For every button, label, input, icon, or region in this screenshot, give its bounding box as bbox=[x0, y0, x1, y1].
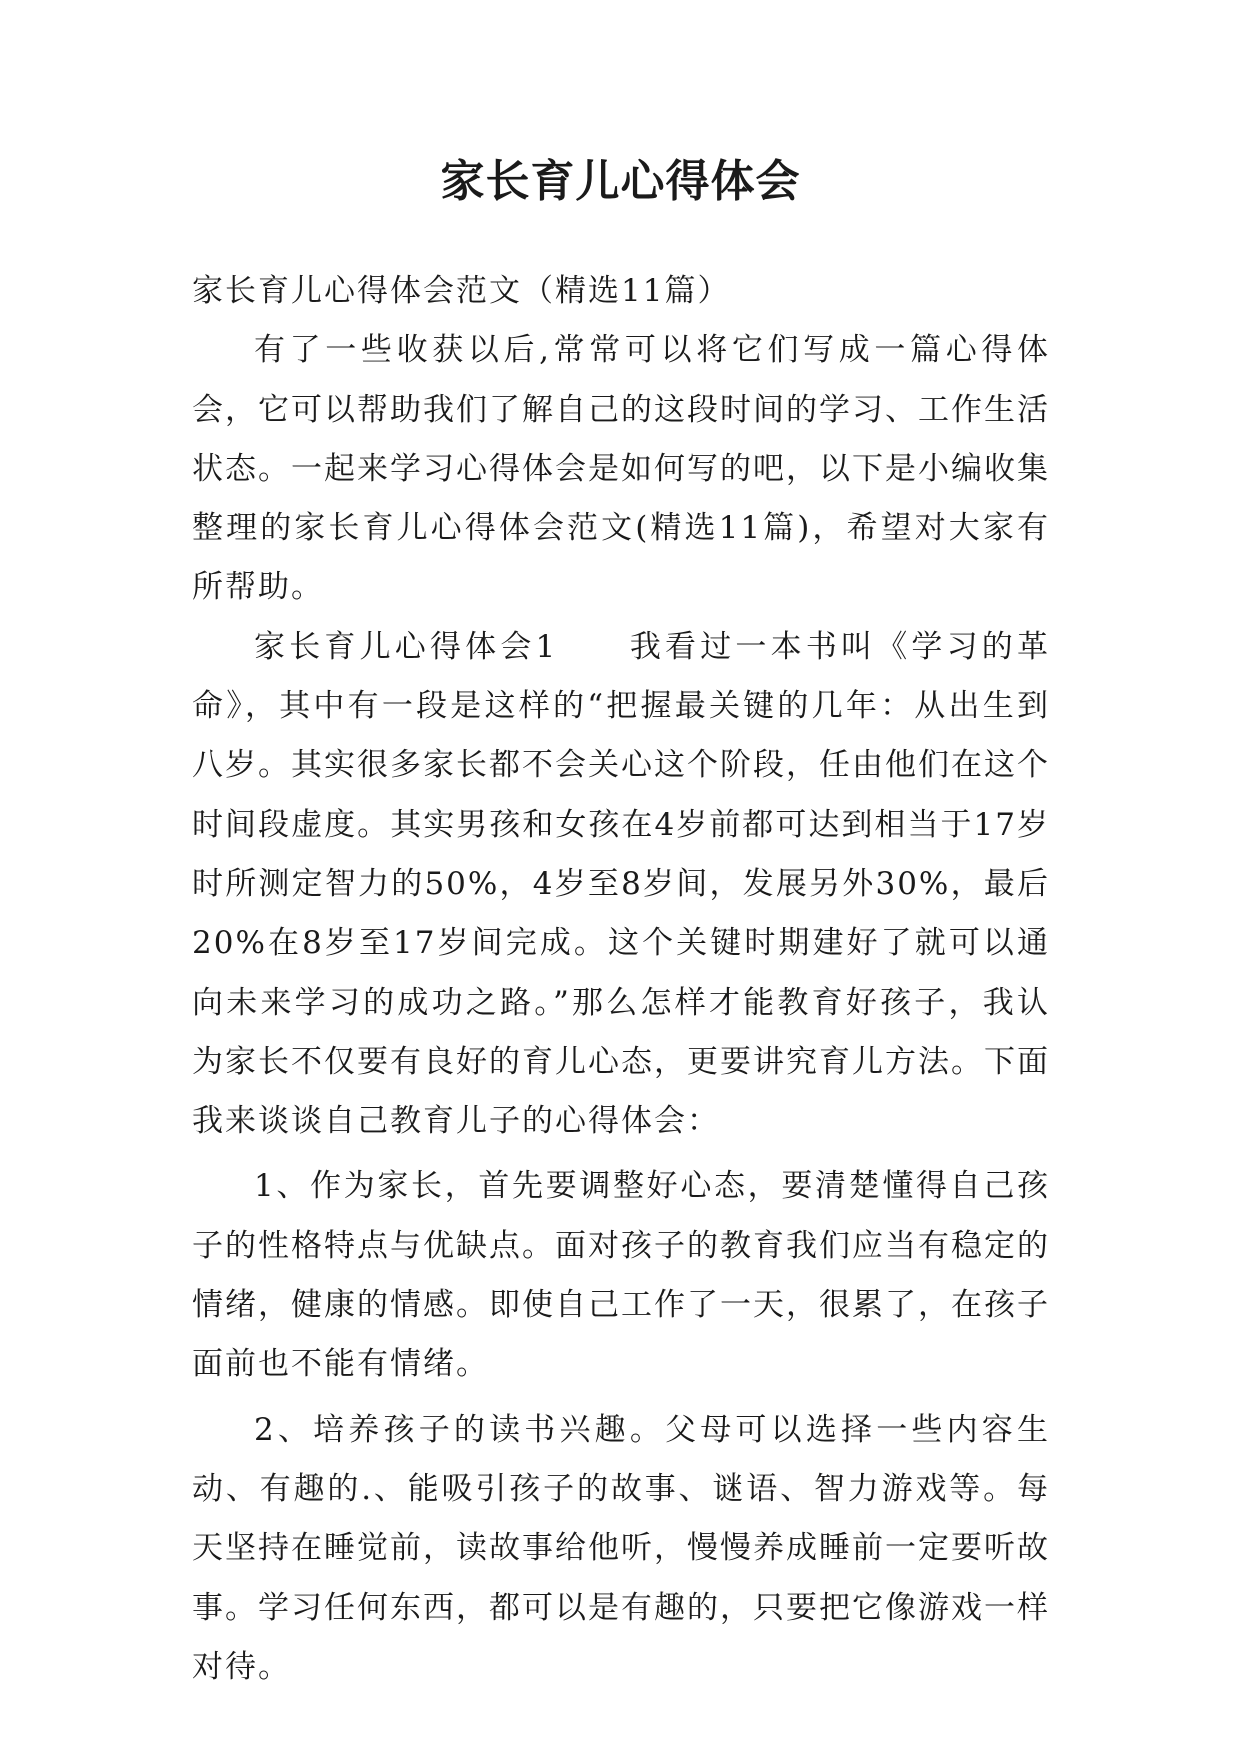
intro-paragraph: 有了一些收获以后,常常可以将它们写成一篇心得体会，它可以帮助我们了解自己的这段时间的学习、工作生活状态。一起来学习心得体会是如何写的吧，以下是小编收集整理的家长育儿心得体会范文(精选11篇)，希望对大家有所帮助。 bbox=[192, 332, 1050, 606]
section-1-paragraph: 家长育儿心得体会1 我看过一本书叫《学习的革命》，其中有一段是这样的“把握最关键的几年：从出生到八岁。其实很多家长都不会关心这个阶段，任由他们在这个时间段虚度。其实男孩和女孩在4岁前都可达到相当于17岁时所测定智力的50%，4岁至8岁间，发展另外30%，最后20%在8岁至17岁间完成。这个关键时期建好了就可以通向未来学习的成功之路。”那么怎样才能教育好孩子，我认为家长不仅要有良好的育儿心态，更要讲究育儿方法。下面我来谈谈自己教育儿子的心得体会： bbox=[192, 628, 1050, 1140]
point-2-paragraph: 2、培养孩子的读书兴趣。父母可以选择一些内容生动、有趣的.、能吸引孩子的故事、谜语、智力游戏等。每天坚持在睡觉前，读故事给他听，慢慢养成睡前一定要听故事。学习任何东西，都可以是有趣的，只要把它像游戏一样对待。 bbox=[192, 1411, 1050, 1685]
document-subtitle: 家长育儿心得体会范文（精选11篇） bbox=[192, 273, 731, 309]
document-body bbox=[192, 262, 1050, 1697]
point-1-paragraph: 1、作为家长，首先要调整好心态，要清楚懂得自己孩子的性格特点与优缺点。面对孩子的教育我们应当有稳定的情绪，健康的情感。即使自己工作了一天，很累了，在孩子面前也不能有情绪。 bbox=[192, 1168, 1050, 1383]
document-title: 家长育儿心得体会 bbox=[440, 156, 801, 207]
